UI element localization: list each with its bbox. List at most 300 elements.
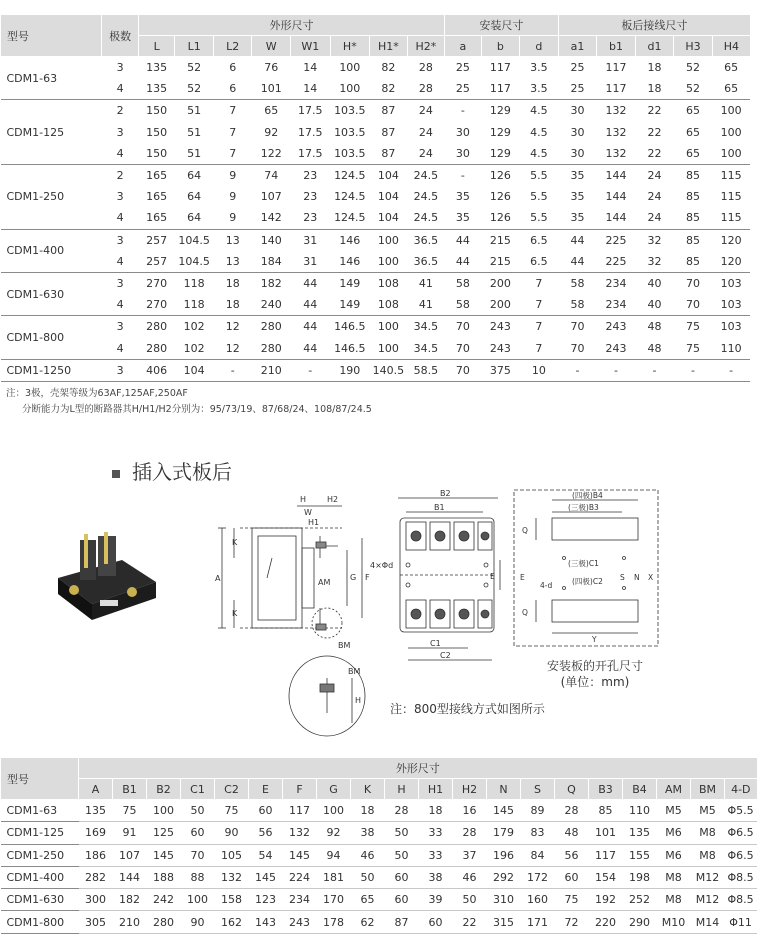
column-header: 4-D [725,779,757,800]
table-cell: 50 [453,889,487,911]
table-cell: 100 [377,233,399,247]
table-cell: 17.5 [291,143,331,165]
table-cell: M8 [691,844,725,866]
note-line-1: 注：3极，壳架等级为63AF,125AF,250AF [6,388,188,399]
table-cell: 165 [146,169,168,183]
table-cell: 240 [252,294,291,316]
table-cell: 6.5 [520,251,559,273]
group-header-rear-wiring: 板后接线尺寸 [558,15,750,36]
table-cell: 24.5 [407,207,445,229]
table-cell: 39 [419,889,453,911]
svg-text:4×Φd: 4×Φd [370,561,394,570]
poles-cell: 3 [116,125,124,139]
table-cell: 92 [317,822,351,844]
group-header-outline-2: 外形尺寸 [79,758,757,779]
table-cell: 65 [686,125,701,139]
table-cell: 52 [686,61,701,75]
column-header: H3 [674,36,713,57]
table-cell: 132 [605,125,627,139]
table-cell: 215 [489,233,511,247]
table-cell: 100 [147,800,181,822]
table-row [1,186,751,207]
table-cell: 100 [181,889,215,911]
table-cell: 84 [521,844,555,866]
column-header: S [521,779,555,800]
table-cell: 51 [187,125,202,139]
table-cell: 75 [674,337,713,359]
table-row [1,122,751,143]
table-cell: 17.5 [298,125,323,139]
table-cell: 5.5 [530,190,548,204]
table-row [1,229,751,251]
table-cell: 50 [385,822,419,844]
group-header-outline: 外形尺寸 [138,15,444,36]
column-header: BM [691,779,725,800]
column-header: H4 [712,36,750,57]
table-cell: 144 [605,190,627,204]
table-row [1,911,757,933]
table-cell: 70 [570,320,585,334]
table-cell: 22 [453,911,487,933]
table-cell: 234 [597,294,636,316]
table-cell: 38 [419,866,453,888]
table-cell: 70 [674,294,713,316]
table-cell: 16 [453,800,487,822]
table-cell: 25 [570,61,585,75]
table-cell: 200 [481,294,520,316]
table-cell: 85 [589,800,623,822]
table-row [1,57,751,79]
side-view-drawing [212,488,377,748]
table-cell: 144 [113,866,147,888]
table-cell: 4.5 [530,125,548,139]
table-cell: 243 [481,337,520,359]
table-cell: 140.5 [370,359,408,381]
table-cell: 13 [225,233,240,247]
table-cell: 22 [647,125,662,139]
table-cell: 50 [351,866,385,888]
table-row [1,100,751,122]
table-cell: 72 [555,911,589,933]
table-cell: - [460,169,465,183]
table-cell: 75 [686,320,701,334]
table-cell: 6.5 [530,233,548,247]
table-cell: 270 [138,294,175,316]
table-cell: 28 [453,822,487,844]
table-cell: 107 [113,844,147,866]
column-header: B1 [113,779,147,800]
table-cell: 22 [647,104,662,118]
table-cell: 210 [113,911,147,933]
svg-text:S: S [620,573,625,582]
table-cell: 24.5 [413,169,439,183]
column-header: C2 [215,779,249,800]
table-cell: 24 [407,143,445,165]
table-cell: 192 [589,889,623,911]
svg-text:W: W [304,508,312,517]
model-header: 型号 [1,15,102,57]
table-cell: 100 [330,78,370,100]
table-cell: 24 [418,125,433,139]
table-cell: - [674,359,713,381]
table-cell: 56 [249,822,283,844]
poles-cell: 4 [102,207,139,229]
table-row [1,822,757,844]
table-cell: 92 [264,125,279,139]
table-cell: 125 [147,822,181,844]
table-cell: 12 [225,320,240,334]
table-cell: 28 [418,61,433,75]
table-cell: 145 [487,800,521,822]
table-cell: 10 [520,359,559,381]
table-cell: 126 [481,207,520,229]
table-cell: M5 [657,800,691,822]
poles-cell: 3 [116,190,124,204]
poles-cell: 2 [116,169,124,183]
table-cell: 40 [635,294,674,316]
table-cell: 60 [385,866,419,888]
table-cell: 30 [445,143,482,165]
poles-cell: 4 [102,251,139,273]
table-cell: M12 [691,866,725,888]
table-cell: 225 [605,233,627,247]
table-cell: 104.5 [178,233,210,247]
table-cell: 9 [229,190,237,204]
front-view-drawing [368,490,508,670]
table-cell: 220 [589,911,623,933]
table-cell: 9 [229,169,237,183]
table-cell: 52 [187,61,202,75]
table-cell: 145 [283,844,317,866]
table-cell: 104 [175,359,214,381]
table-cell: 44 [570,233,585,247]
table-cell: 25 [445,78,482,100]
table-cell: 24 [635,207,674,229]
table-cell: 243 [283,911,317,933]
table-cell: 104 [377,169,399,183]
table-cell: 150 [138,143,175,165]
section-title [112,456,232,485]
table-cell: 75 [555,889,589,911]
table-cell: 129 [489,104,511,118]
svg-text:4-d: 4-d [540,581,553,590]
poles-cell: 3 [116,320,124,334]
table-cell: 17.5 [298,104,323,118]
poles-cell: 3 [116,276,124,290]
table-cell: 44 [303,276,318,290]
svg-text:BM: BM [348,667,361,676]
table-cell: 46 [351,844,385,866]
table-cell: 190 [330,359,370,381]
table-cell: 132 [215,866,249,888]
column-header: L [138,36,175,57]
table-cell: 76 [264,61,279,75]
table-cell: 88 [181,866,215,888]
table-cell: 179 [487,822,521,844]
table-row [1,800,757,822]
dimension-table-2 [0,758,757,934]
svg-text:X: X [648,573,654,582]
table-cell: 224 [283,866,317,888]
table-cell: 25 [455,61,470,75]
table-cell: 102 [183,320,205,334]
table-cell: 234 [605,276,627,290]
dimension-table-1 [0,15,750,382]
table-cell: 132 [605,104,627,118]
table-row [1,143,751,165]
table-cell: 100 [720,125,742,139]
table-cell: 18 [351,800,385,822]
svg-text:F: F [365,573,370,582]
table-row [1,207,751,229]
table-cell: 48 [647,320,662,334]
table-cell: 144 [605,169,627,183]
table-cell: 74 [264,169,279,183]
table-cell: 178 [317,911,351,933]
table-cell: 91 [113,822,147,844]
table-cell: 7 [229,104,237,118]
table-cell: 406 [138,359,175,381]
table-cell: 58 [570,276,585,290]
table-cell: 117 [489,61,511,75]
table-row [1,294,751,316]
table-cell: 150 [146,125,168,139]
table-cell: 257 [138,251,175,273]
table-cell: 170 [317,889,351,911]
table-cell: 103.5 [330,143,370,165]
table-cell: 100 [370,251,408,273]
column-header: W1 [291,36,331,57]
poles-cell: 4 [102,337,139,359]
table-cell: 90 [181,911,215,933]
column-header: C1 [181,779,215,800]
table-cell: 65 [674,143,713,165]
svg-text:K: K [232,538,238,547]
table-cell: 46 [453,866,487,888]
column-header: H2* [407,36,445,57]
mounting-caption-line2: (单位：mm) [560,675,630,689]
table-cell: 252 [623,889,657,911]
model-name: CDM1-630 [1,889,79,911]
mounting-caption-line1: 安装板的开孔尺寸 [546,659,643,673]
table-cell: 87 [370,143,408,165]
table-cell: 117 [589,844,623,866]
table-cell: 149 [330,294,370,316]
table-cell: 103.5 [334,104,366,118]
table-cell: 182 [113,889,147,911]
table-cell: 126 [489,169,511,183]
table-cell: 3.5 [530,61,548,75]
table-cell: 22 [635,143,674,165]
table-cell: 290 [623,911,657,933]
table-cell: 146.5 [330,337,370,359]
table-cell: 35 [558,207,597,229]
table-cell: 104.5 [175,251,214,273]
label-A: A [215,574,221,583]
table-cell: 40 [647,276,662,290]
table-cell: 145 [147,844,181,866]
table-cell: 145 [249,866,283,888]
model-name: CDM1-1250 [1,359,102,381]
table-cell: 135 [623,822,657,844]
table-cell: 257 [146,233,168,247]
table-cell: 100 [339,61,361,75]
table-cell: 32 [635,251,674,273]
table-cell: 150 [146,104,168,118]
column-header: Q [555,779,589,800]
table-cell: 115 [720,190,742,204]
table-cell: 104 [377,190,399,204]
table-cell: 32 [647,233,662,247]
model-name: CDM1-63 [1,800,79,822]
table-cell: M8 [657,866,691,888]
table-cell: 107 [260,190,282,204]
table-cell: 124.5 [334,190,366,204]
table-cell: 7 [535,320,543,334]
table-cell: 89 [521,800,555,822]
table-cell: 23 [303,190,318,204]
svg-text:K: K [232,609,238,618]
table-cell: 103.5 [334,125,366,139]
table-cell: 225 [597,251,636,273]
table-cell: 24 [418,104,433,118]
svg-text:E: E [520,573,525,582]
table-cell: 103 [720,320,742,334]
table-cell: 105 [215,844,249,866]
table-cell: 44 [291,337,331,359]
table-cell: 60 [555,866,589,888]
table-cell: 124.5 [330,207,370,229]
table-cell: 292 [487,866,521,888]
column-header: F [283,779,317,800]
table-cell: 35 [570,190,585,204]
table-cell: 94 [317,844,351,866]
table-cell: 85 [686,233,701,247]
table-cell: 85 [686,190,701,204]
table-cell: 188 [147,866,181,888]
table-cell: 118 [175,294,214,316]
table-row [1,844,757,866]
table-cell: 171 [521,911,555,933]
table-cell: 144 [597,207,636,229]
table-cell: 34.5 [413,320,439,334]
table-cell: 7 [520,294,559,316]
svg-text:N: N [634,573,640,582]
table-cell: 3.5 [520,78,559,100]
table-cell: M5 [691,800,725,822]
table-cell: 140 [260,233,282,247]
table-cell: 101 [252,78,291,100]
section-title-text: 插入式板后 [132,460,232,484]
svg-text:AM: AM [318,578,331,587]
table-row [1,272,751,294]
table-cell: - [635,359,674,381]
table-cell: 5.5 [520,207,559,229]
note-line-2: 分断能力为L型的断路器其H/H1/H2分别为：95/73/19、87/68/24、108/87/24.5 [22,404,372,415]
table-cell: 182 [260,276,282,290]
svg-text:Q: Q [522,608,528,617]
table-cell: 118 [183,276,205,290]
table-cell: 110 [712,337,750,359]
column-header: K [351,779,385,800]
table-cell: 124.5 [334,169,366,183]
group-header-mounting: 安装尺寸 [445,15,559,36]
table-cell: M8 [691,822,725,844]
table-cell: 12 [213,337,252,359]
table-cell: 75 [113,800,147,822]
table-cell: M12 [691,889,725,911]
table-cell: 280 [138,337,175,359]
table-cell: 44 [303,320,318,334]
table-cell: 33 [419,844,453,866]
table-cell: 30 [570,104,585,118]
table-cell: 70 [455,320,470,334]
model-name: CDM1-630 [1,272,102,315]
column-header: AM [657,779,691,800]
table-cell: 169 [79,822,113,844]
table-cell: 44 [291,294,331,316]
table-row [1,78,751,100]
table-cell: 60 [419,911,453,933]
table-row [1,889,757,911]
table-cell: 146.5 [334,320,366,334]
table-cell: 242 [147,889,181,911]
table-cell: 104 [370,207,408,229]
table-cell: M10 [657,911,691,933]
table-cell: 7 [520,337,559,359]
poles-header: 极数 [102,15,139,57]
table-cell: M6 [657,844,691,866]
table-cell: 41 [418,276,433,290]
table-cell: 24 [647,169,662,183]
table-cell: 62 [351,911,385,933]
table-cell: 65 [264,104,279,118]
table-cell: 126 [489,190,511,204]
table-cell: 70 [445,359,482,381]
table-cell: 33 [419,822,453,844]
table-cell: 7 [535,276,543,290]
table-cell: 110 [623,800,657,822]
table-cell: Φ8.5 [725,889,757,911]
column-header: L2 [213,36,252,57]
column-header: H1* [370,36,408,57]
mounting-caption [530,658,660,690]
table-cell: 14 [303,61,318,75]
table-cell: 146 [339,233,361,247]
square-bullet-icon [112,470,120,478]
table-cell: 310 [487,889,521,911]
table-cell: 165 [138,207,175,229]
table-cell: 31 [303,233,318,247]
svg-text:H: H [355,696,362,705]
table-cell: 7 [213,143,252,165]
table-cell: 70 [181,844,215,866]
table-cell: 37 [453,844,487,866]
svg-text:BM: BM [338,641,351,650]
poles-cell: 3 [116,233,124,247]
table-cell: 14 [291,78,331,100]
model-name: CDM1-125 [1,100,102,165]
table-cell: 100 [712,143,750,165]
table-cell: 58 [455,276,470,290]
table-cell: 129 [489,125,511,139]
svg-text:H2: H2 [327,495,339,504]
svg-text:E: E [490,572,496,581]
table-cell: 58.5 [407,359,445,381]
svg-text:B2: B2 [440,489,451,498]
table-cell: 18 [635,78,674,100]
table-cell: 60 [181,822,215,844]
